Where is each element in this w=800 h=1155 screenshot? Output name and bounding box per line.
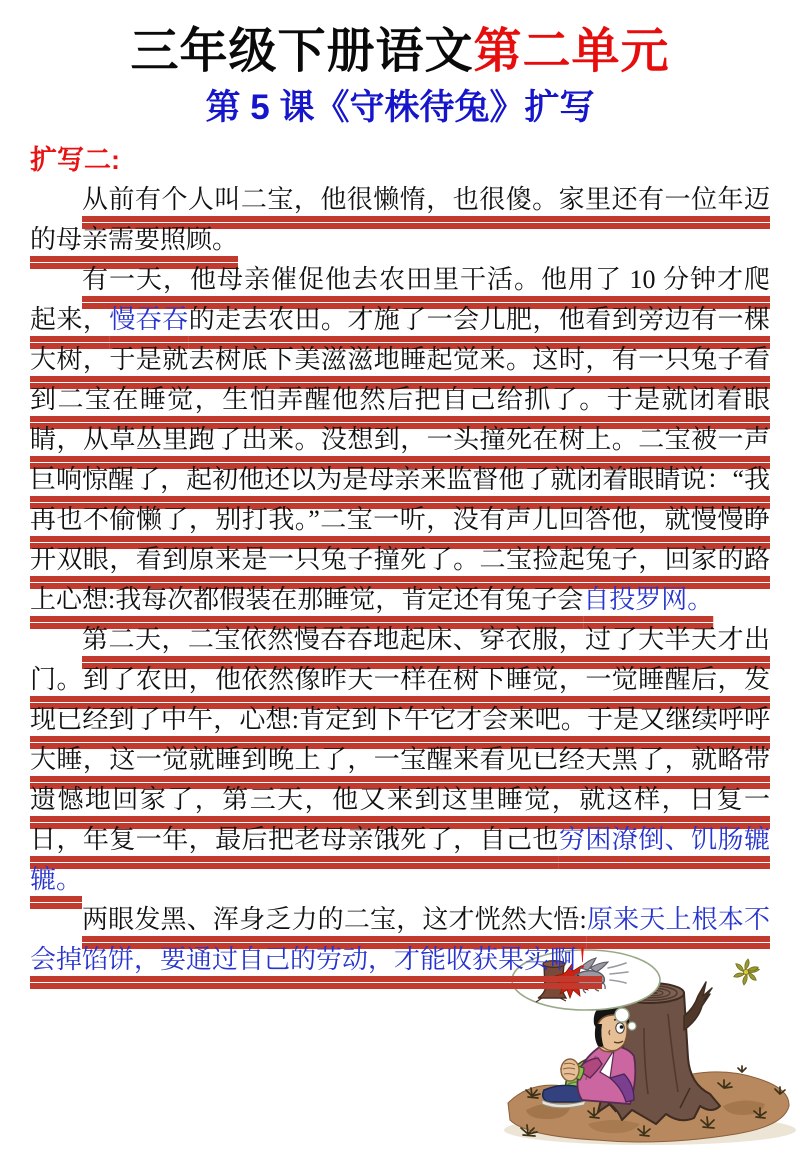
- page-title: [0, 22, 800, 82]
- story-text: 两眼发黑、浑身乏力的二宝，这才恍然大悟:: [82, 905, 587, 934]
- branch: [684, 982, 712, 1030]
- bubble-trail-small: [628, 1022, 636, 1030]
- farmer-hands: [561, 1059, 579, 1081]
- story-paragraph: [30, 620, 770, 900]
- highlighted-phrase: 原来天上根本不会掉馅饼，要通过自己的劳动，才能收获果实啊: [30, 905, 770, 974]
- story-body: [30, 180, 770, 980]
- highlighted-phrase: 穷困潦倒、饥肠辘辘。: [30, 825, 770, 894]
- highlighted-phrase: 慢吞吞: [109, 305, 189, 334]
- story-text: 有一天，他母亲催促他去农田里干活。他用了 10 分钟才爬起来，: [30, 265, 770, 334]
- story-paragraph: [30, 260, 770, 620]
- story-paragraph: [30, 180, 770, 260]
- story-text: 从前有个人叫二宝，他很懒惰，也很傻。家里还有一位年迈的母亲需要照顾。: [30, 185, 770, 254]
- story-text: 的走去农田。才施了一会儿肥，他看到旁边有一棵大树，于是就去树底下美滋滋地睡起觉来。这时，有一只兔子看到二宝在睡觉，生怕弄醒他然后把自己给抓了。于是就闭着眼睛，从草丛里跑了出来。没想到，一头撞死在树上。二宝被一声巨响惊醒了，起初他还以为是母亲来监督他了就闭着眼睛说：“我再也不偷懒了，别打我。”二宝一听，没有声儿回答他，就慢慢睁开双眼，看到原来是一只兔子撞死了。二宝捡起兔子，回家的路上心想:我每次都假装在那睡觉，肯定还有兔子会: [30, 305, 770, 614]
- title-unit-part: 第二单元: [473, 25, 670, 78]
- highlighted-phrase: 自投罗网。: [583, 585, 714, 614]
- bubble-trail-large: [615, 1008, 629, 1022]
- section-label: 扩写二:: [30, 145, 120, 175]
- story-text: 第二天，二宝依然慢吞吞地起床、穿衣服，过了大半天才出门。到了农田，他依然像昨天一样在树下睡觉，一觉睡醒后，发现已经到了中午，心想:肯定到下午它才会来吧。于是又继续呼呼大睡，这一觉就睡到晚上了，一宝醒来看见已经天黑了，就略带遗憾地回家了，第三天，他又来到这里睡觉，就这样，日复一日，年复一年，最后把老母亲饿死了，自己也: [30, 625, 770, 854]
- story-paragraph: [30, 900, 770, 980]
- title-grade-part: 三年级下册语文: [130, 25, 474, 78]
- highlighted-phrase: ！: [576, 945, 603, 974]
- subtitle: 第 5 课《守株待兔》扩写: [205, 88, 595, 127]
